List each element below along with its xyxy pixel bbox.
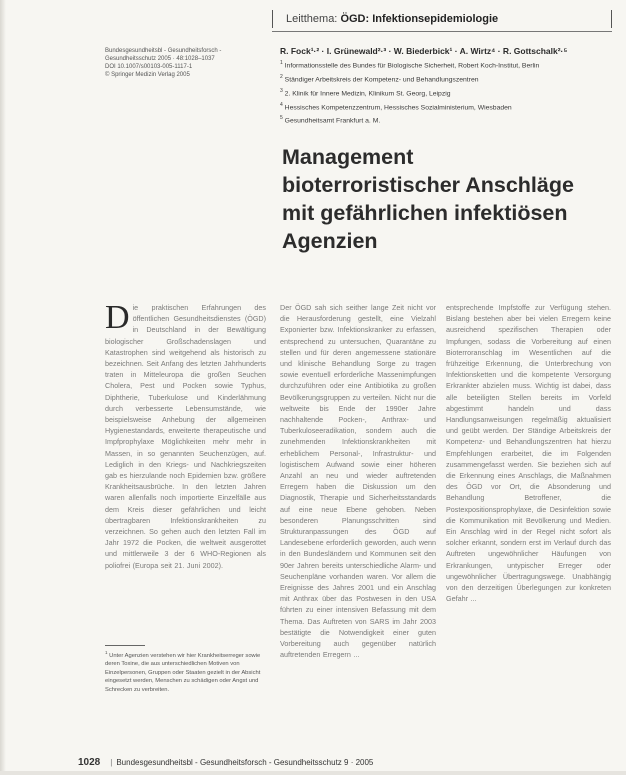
journal-reference: Bundesgesundheitsbl - Gesundheitsforsch - Gesundheitsschutz 9 · 2005 bbox=[116, 758, 374, 767]
affiliation-list bbox=[280, 58, 610, 127]
drop-cap: D bbox=[105, 299, 130, 336]
scan-edge-bottom bbox=[0, 771, 626, 775]
affiliation-number: 5 bbox=[280, 115, 283, 122]
header-rule bbox=[272, 31, 612, 32]
affiliation-number: 2 bbox=[280, 73, 283, 80]
title-line: mit gefährlichen infektiösen bbox=[282, 201, 568, 225]
header-tick-left bbox=[272, 10, 273, 28]
citation-block bbox=[105, 47, 265, 79]
affiliation-text: Informationsstelle des Bundes für Biologische Sicherheit, Robert Koch-Institut, Berlin bbox=[284, 62, 540, 70]
affiliation-number: 4 bbox=[280, 101, 283, 108]
affiliation-item bbox=[280, 100, 610, 114]
citation-line: Gesundheitsschutz 2005 · 48:1028–1037 bbox=[105, 56, 215, 62]
affiliation-text: Gesundheitsamt Frankfurt a. M. bbox=[284, 117, 381, 125]
citation-line: DOI 10.1007/s00103-005-1117-1 bbox=[105, 64, 193, 70]
section-label bbox=[286, 13, 498, 25]
affiliation-number: 1 bbox=[280, 60, 283, 66]
footer-separator: | bbox=[110, 758, 113, 767]
affiliation-item bbox=[280, 113, 610, 127]
article-title bbox=[282, 143, 602, 255]
title-line: bioterroristischer Anschläge bbox=[282, 173, 574, 197]
body-column-2 bbox=[280, 302, 436, 742]
body-text: entsprechende Impfstoffe zur Verfügung stehen. Bislang bestehen aber bei vielen Erregern keine ausreichend spezifischen Therapien oder Impfungen, sodass die Vorbereitung auf einen Bioterroranschlag im Wesentlichen auf die frühzeitige Erkennung, die Unterbrechung von Infektionsketten und die kompetente Versorgung Erkrankter abzielen muss. Wichtig ist dabei, dass alle beteiligten Stellen bereits im Vorfeld abgestimmt handeln und dass Handlungsanweisungen regelmäßig aktualisiert und geübt werden. Der Ständige Arbeitskreis der Kompetenz- und Behandlungszentren hat hierzu Empfehlungen erarbeitet, die im Folgenden zusammengefasst werden. Sie beziehen sich auf die Erkennung eines Anschlags, die Maßnahmen des ÖGD vor Ort, die Absonderung und Behandlung Betroffener, die Postexpositionsprophylaxe, die Desinfektion sowie die Kommunikation mit Bevölkerung und Medien. Ein Anschlag wird in der Regel nicht sofort als solcher erkannt, sondern erst im Verlauf durch das Auftreten ungewöhnlicher Häufungen von Erkrankungen, untypischer Erreger oder ungewöhnlicher Übertragungswege. Unabhängig von den derzeitigen Überlegungen zur konkreten Gefahr ... bbox=[446, 303, 611, 604]
footnote bbox=[105, 649, 267, 694]
affiliation-text: 2. Klinik für Innere Medizin, Klinikum St. Georg, Leipzig bbox=[284, 89, 451, 97]
citation-line: Bundesgesundheitsbl - Gesundheitsforsch - bbox=[105, 48, 222, 54]
page-footer bbox=[78, 757, 618, 768]
body-text: ie praktischen Erfahrungen des öffentlichen Gesundheitsdienstes (ÖGD) in Deutschland in der Bewältigung biologischer Großschadenslagen und Katastrophen sind weitgehend als historisch zu bezeichnen. Seit Anfang des letzten Jahrhunderts traten in Mitteleuropa die großen Seuchen Cholera, Pest und Pocken sowie Typhus, Diphtherie, Tuberkulose und Kinderlähmung durch verbesserte Lebensumstände, wie beispielsweise Anhebung der allgemeinen Hygienestandards, erweiterte therapeutische und Impfprophylaxe Möglichkeiten mehr mehr in Massen, in so genannten Seuchenzügen, auf. Lediglich in den Kriegs- und Nachkriegszeiten gab es hierzulande noch Epidemien bzw. größere Krankheitsausbrüche. In den letzten Jahren waren allenfalls noch importierte Einzelfälle aus dem Kreis dieser gefährlichen und leicht übertragbaren Infektionskrankheiten zu verzeichnen. So gehen auch den letzten Fall im Jahr 1972 die Pocken, die weltweit ausgerottet und mittlerweile 3 der 6 WHO-Regionen als poliofrei (Europa seit 21. Juni 2002). bbox=[105, 303, 266, 570]
body-text: Der ÖGD sah sich seither lange Zeit nicht vor die Herausforderung gestellt, eine Vielzahl Exponierter bzw. Infektionskranker zu erfassen, entsprechend zu untersuchen, Quarantäne zu stellen und für deren angemessene stationäre und klinische Behandlung Sorge zu tragen sowie eventuell erforderliche Massenimpfungen durchzuführen oder eine Antibiotika zu großen Bevölkerungsgruppen zu verteilen. Nicht nur die weltweite bis Ende der 1990er Jahre nachhaltende Pocken-, Anthrax- und Tuberkuloseeradikation, sondern auch die zunehmenden Infektionskrankheiten mit erheblichem Personal-, Infrastruktur- und logistischem Aufwand sowie einer höheren Anzahl an neu und wieder auftretenden Erregern haben die Diskussion um den Diagnostik, Therapie und Sicherheitsstandards auf eine neue Ebene gehoben. Neben besonderen Planungsschritten sind Strukturanpassungen des ÖGD auf Landesebene erforderlich geworden, auch wenn in den Bundesländern und Kommunen seit den 90er Jahren bereits unterschiedliche Alarm- und Seuchenpläne vorhanden waren. Vor allem die Ereignisse des Jahres 2001 und ein Anschlag mit Anthrax über das Postwesen in den USA führten zu einer intensiven Befassung mit dem Thema. Das Auftreten von SARS im Jahr 2003 bestätigte die Notwendigkeit einer guten Vorbereitung auch gegenüber natürlich auftretenden Erregern ... bbox=[280, 303, 436, 660]
footnote-number: 1 bbox=[105, 650, 108, 655]
section-prefix: Leitthema: bbox=[286, 13, 338, 25]
footnote-text: Unter Agenzien verstehen wir hier Krankheitserreger sowie deren Toxine, die aus unterschiedlichen Motiven von Einzelpersonen, Gruppen oder Staaten gezielt in der Absicht eingesetzt werden, Menschen zu schädigen oder Angst und Schrecken zu verbreiten. bbox=[105, 652, 261, 693]
affiliation-text: Hessisches Kompetenzzentrum, Hessisches Sozialministerium, Wiesbaden bbox=[284, 103, 512, 111]
header-tick-right bbox=[611, 10, 612, 28]
citation-line: © Springer Medizin Verlag 2005 bbox=[105, 72, 190, 78]
scan-shadow-left bbox=[0, 0, 6, 775]
section-header bbox=[272, 8, 612, 32]
section-topic: ÖGD: Infektionsepidemiologie bbox=[340, 13, 499, 25]
title-line: Management bbox=[282, 145, 414, 169]
affiliation-item bbox=[280, 86, 610, 100]
author-list: R. Fock¹·² · I. Grünewald²·³ · W. Biederbick¹ · A. Wirtz⁴ · R. Gottschalk²·⁵ bbox=[280, 46, 568, 56]
title-line: Agenzien bbox=[282, 229, 378, 253]
affiliation-text: Ständiger Arbeitskreis der Kompetenz- und Behandlungszentren bbox=[284, 76, 479, 84]
affiliation-number: 3 bbox=[280, 87, 283, 94]
affiliation-item bbox=[280, 58, 610, 72]
affiliation-item bbox=[280, 72, 610, 86]
footnote-rule bbox=[105, 645, 145, 646]
page-number: 1028 bbox=[78, 757, 101, 768]
body-column-3 bbox=[446, 302, 611, 742]
